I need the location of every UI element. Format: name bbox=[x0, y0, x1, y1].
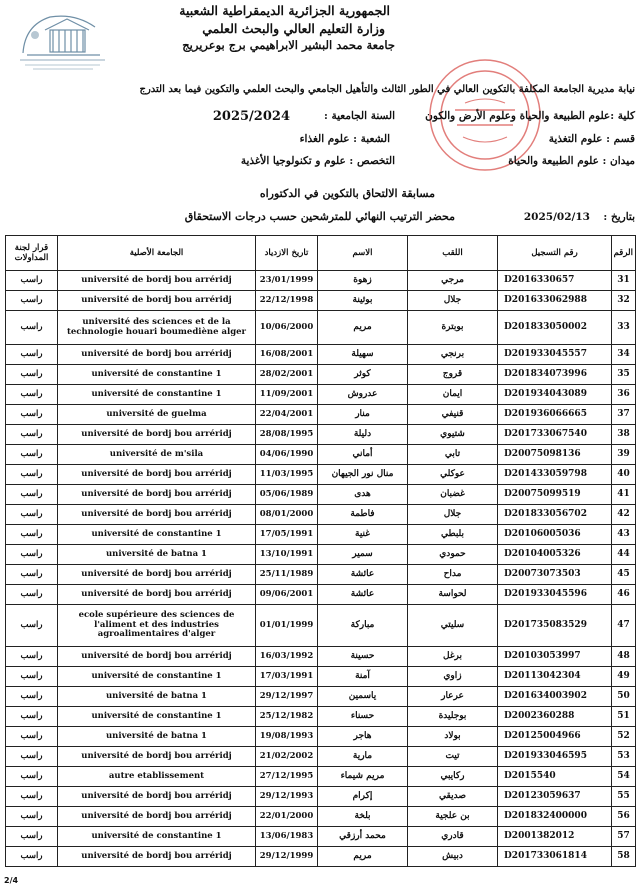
faculty-line: كلية :علوم الطبيعة والحياة وعلوم الأرض والكون bbox=[425, 110, 635, 122]
ranking-table-wrapper bbox=[5, 235, 635, 867]
cell-birth: 22/04/2001 bbox=[256, 405, 318, 425]
table-row bbox=[6, 585, 636, 605]
department-line: قسم : علوم التغذية bbox=[548, 133, 635, 145]
cell-n: 49 bbox=[612, 667, 636, 687]
cell-n: 39 bbox=[612, 445, 636, 465]
cell-dec: راسب bbox=[6, 585, 58, 605]
cell-dec: راسب bbox=[6, 465, 58, 485]
cell-reg: D201634003902 bbox=[498, 687, 612, 707]
year-value: 2025/2024 bbox=[212, 109, 290, 124]
page-number: 2/4 bbox=[4, 876, 19, 885]
cell-reg: D2015540 bbox=[498, 767, 612, 787]
cell-reg: D201933045557 bbox=[498, 345, 612, 365]
cell-dec: راسب bbox=[6, 605, 58, 647]
specialty-line: التخصص : علوم و تكنولوجيا الأغذية bbox=[240, 155, 395, 167]
col-num-header: الرقم bbox=[612, 236, 636, 271]
cell-surname: مرجي bbox=[408, 271, 498, 291]
cell-dec: راسب bbox=[6, 807, 58, 827]
cell-birth: 29/12/1997 bbox=[256, 687, 318, 707]
cell-dec: راسب bbox=[6, 311, 58, 345]
cell-uni: université de constantine 1 bbox=[58, 365, 256, 385]
cell-reg: D201733061814 bbox=[498, 847, 612, 867]
cell-surname: بلبطي bbox=[408, 525, 498, 545]
cell-birth: 19/08/1993 bbox=[256, 727, 318, 747]
cell-reg: D20125004966 bbox=[498, 727, 612, 747]
cell-reg: D20103053997 bbox=[498, 647, 612, 667]
cell-dec: راسب bbox=[6, 565, 58, 585]
table-header-row bbox=[6, 236, 636, 271]
cell-reg: D20075098136 bbox=[498, 445, 612, 465]
date-value: 2025/02/13 bbox=[523, 211, 590, 223]
cell-name: إكرام bbox=[318, 787, 408, 807]
cell-n: 41 bbox=[612, 485, 636, 505]
cell-dec: راسب bbox=[6, 485, 58, 505]
cell-name: آمنة bbox=[318, 667, 408, 687]
cell-birth: 22/01/2000 bbox=[256, 807, 318, 827]
cell-reg: D201933046595 bbox=[498, 747, 612, 767]
cell-dec: راسب bbox=[6, 727, 58, 747]
cell-n: 36 bbox=[612, 385, 636, 405]
report-title: محضر الترتيب النهائي للمترشحين حسب درجات الاستحقاق bbox=[184, 210, 455, 223]
cell-surname: بوبترة bbox=[408, 311, 498, 345]
cell-surname: عوكلي bbox=[408, 465, 498, 485]
cell-name: دليلة bbox=[318, 425, 408, 445]
cell-birth: 25/11/1989 bbox=[256, 565, 318, 585]
university-logo-icon bbox=[5, 5, 115, 80]
cell-uni: université de batna 1 bbox=[58, 727, 256, 747]
col-uni-header: الجامعة الأصلية bbox=[58, 236, 256, 271]
cell-name: بوثينة bbox=[318, 291, 408, 311]
cell-birth: 23/01/1999 bbox=[256, 271, 318, 291]
cell-n: 35 bbox=[612, 365, 636, 385]
cell-name: بلخة bbox=[318, 807, 408, 827]
cell-uni: université de bordj bou arréridj bbox=[58, 505, 256, 525]
cell-dec: راسب bbox=[6, 345, 58, 365]
cell-surname: غضبان bbox=[408, 485, 498, 505]
cell-uni: université de constantine 1 bbox=[58, 707, 256, 727]
cell-birth: 22/12/1998 bbox=[256, 291, 318, 311]
table-row bbox=[6, 545, 636, 565]
cell-dec: راسب bbox=[6, 385, 58, 405]
cell-uni: université de bordj bou arréridj bbox=[58, 291, 256, 311]
cell-n: 31 bbox=[612, 271, 636, 291]
cell-dec: راسب bbox=[6, 647, 58, 667]
cell-surname: قادري bbox=[408, 827, 498, 847]
cell-birth: 09/06/2001 bbox=[256, 585, 318, 605]
cell-surname: مداح bbox=[408, 565, 498, 585]
cell-name: منار bbox=[318, 405, 408, 425]
cell-reg: D20113042304 bbox=[498, 667, 612, 687]
cell-uni: université de batna 1 bbox=[58, 545, 256, 565]
cell-surname: بوجليدة bbox=[408, 707, 498, 727]
cell-n: 54 bbox=[612, 767, 636, 787]
cell-uni: université de constantine 1 bbox=[58, 525, 256, 545]
cell-dec: راسب bbox=[6, 425, 58, 445]
cell-surname: قروج bbox=[408, 365, 498, 385]
cell-n: 57 bbox=[612, 827, 636, 847]
cell-birth: 28/02/2001 bbox=[256, 365, 318, 385]
cell-uni: université de bordj bou arréridj bbox=[58, 565, 256, 585]
cell-name: مريم bbox=[318, 311, 408, 345]
cell-surname: برغل bbox=[408, 647, 498, 667]
table-row bbox=[6, 565, 636, 585]
table-row bbox=[6, 827, 636, 847]
cell-uni: ecole supérieure des sciences de l'aliment et des industries agroalimentaires d'alger bbox=[58, 605, 256, 647]
cell-name: سهيلة bbox=[318, 345, 408, 365]
cell-dec: راسب bbox=[6, 291, 58, 311]
cell-dec: راسب bbox=[6, 445, 58, 465]
cell-dec: راسب bbox=[6, 545, 58, 565]
branch-line: الشعبة : علوم الغذاء bbox=[299, 133, 390, 145]
cell-uni: université de bordj bou arréridj bbox=[58, 345, 256, 365]
ministry-title: وزارة التعليم العالي والبحث العلمي bbox=[202, 21, 385, 36]
cell-uni: université de bordj bou arréridj bbox=[58, 425, 256, 445]
cell-n: 32 bbox=[612, 291, 636, 311]
table-row bbox=[6, 767, 636, 787]
cell-reg: D20123059637 bbox=[498, 787, 612, 807]
cell-birth: 08/01/2000 bbox=[256, 505, 318, 525]
cell-uni: université de constantine 1 bbox=[58, 827, 256, 847]
cell-name: زهوة bbox=[318, 271, 408, 291]
table-row bbox=[6, 727, 636, 747]
cell-birth: 10/06/2000 bbox=[256, 311, 318, 345]
cell-reg: D201833056702 bbox=[498, 505, 612, 525]
cell-birth: 25/12/1982 bbox=[256, 707, 318, 727]
cell-birth: 28/08/1995 bbox=[256, 425, 318, 445]
competition-title: مسابقة الالتحاق بالتكوين في الدكتوراه bbox=[259, 187, 435, 200]
cell-birth: 29/12/1999 bbox=[256, 847, 318, 867]
cell-uni: université de m'sila bbox=[58, 445, 256, 465]
cell-reg: D20106005036 bbox=[498, 525, 612, 545]
cell-n: 42 bbox=[612, 505, 636, 525]
directorate-title: نيابة مديرية الجامعة المكلفة بالتكوين العالي في الطور الثالث والتأهيل الجامعي والبحث العلمي والتكوين فيما بعد التدرج bbox=[139, 84, 635, 95]
table-row bbox=[6, 687, 636, 707]
cell-name: فاطمة bbox=[318, 505, 408, 525]
cell-surname: صديقي bbox=[408, 787, 498, 807]
cell-surname: برنجي bbox=[408, 345, 498, 365]
cell-birth: 05/06/1989 bbox=[256, 485, 318, 505]
cell-uni: université de bordj bou arréridj bbox=[58, 747, 256, 767]
table-row bbox=[6, 271, 636, 291]
cell-surname: زاوي bbox=[408, 667, 498, 687]
cell-uni: université des sciences et de la technologie houari boumediène alger bbox=[58, 311, 256, 345]
cell-reg: D20104005326 bbox=[498, 545, 612, 565]
cell-n: 48 bbox=[612, 647, 636, 667]
cell-birth: 17/05/1991 bbox=[256, 525, 318, 545]
cell-birth: 16/03/1992 bbox=[256, 647, 318, 667]
cell-n: 58 bbox=[612, 847, 636, 867]
cell-uni: université de bordj bou arréridj bbox=[58, 807, 256, 827]
table-row bbox=[6, 385, 636, 405]
cell-n: 51 bbox=[612, 707, 636, 727]
cell-uni: université de bordj bou arréridj bbox=[58, 585, 256, 605]
cell-name: عائشة bbox=[318, 565, 408, 585]
cell-birth: 29/12/1993 bbox=[256, 787, 318, 807]
cell-name: سمير bbox=[318, 545, 408, 565]
cell-name: كوثر bbox=[318, 365, 408, 385]
cell-name: حسناء bbox=[318, 707, 408, 727]
table-row bbox=[6, 787, 636, 807]
cell-reg: D201733067540 bbox=[498, 425, 612, 445]
table-body bbox=[6, 271, 636, 867]
cell-birth: 13/10/1991 bbox=[256, 545, 318, 565]
cell-uni: autre etablissement bbox=[58, 767, 256, 787]
cell-n: 33 bbox=[612, 311, 636, 345]
table-row bbox=[6, 485, 636, 505]
cell-birth: 01/01/1999 bbox=[256, 605, 318, 647]
cell-name: أماني bbox=[318, 445, 408, 465]
cell-uni: université de constantine 1 bbox=[58, 667, 256, 687]
cell-surname: دبيش bbox=[408, 847, 498, 867]
cell-reg: D201834073996 bbox=[498, 365, 612, 385]
cell-reg: D201936066665 bbox=[498, 405, 612, 425]
col-birth-header: تاريخ الازدياد bbox=[256, 236, 318, 271]
table-row bbox=[6, 847, 636, 867]
domain-line: ميدان : علوم الطبيعة والحياة bbox=[508, 155, 635, 167]
cell-birth: 21/02/2002 bbox=[256, 747, 318, 767]
cell-reg: D201633062988 bbox=[498, 291, 612, 311]
table-row bbox=[6, 291, 636, 311]
ranking-table bbox=[5, 235, 636, 867]
cell-uni: université de guelma bbox=[58, 405, 256, 425]
cell-surname: بولاد bbox=[408, 727, 498, 747]
cell-birth: 17/03/1991 bbox=[256, 667, 318, 687]
table-row bbox=[6, 425, 636, 445]
cell-surname: عرعار bbox=[408, 687, 498, 707]
cell-n: 44 bbox=[612, 545, 636, 565]
table-row bbox=[6, 707, 636, 727]
cell-name: عائشة bbox=[318, 585, 408, 605]
cell-uni: université de bordj bou arréridj bbox=[58, 647, 256, 667]
cell-dec: راسب bbox=[6, 747, 58, 767]
table-row bbox=[6, 345, 636, 365]
cell-dec: راسب bbox=[6, 687, 58, 707]
cell-dec: راسب bbox=[6, 707, 58, 727]
cell-surname: قنيفي bbox=[408, 405, 498, 425]
cell-surname: سليتي bbox=[408, 605, 498, 647]
cell-birth: 13/06/1983 bbox=[256, 827, 318, 847]
cell-dec: راسب bbox=[6, 827, 58, 847]
cell-surname: بن علجية bbox=[408, 807, 498, 827]
cell-surname: تيت bbox=[408, 747, 498, 767]
cell-uni: université de bordj bou arréridj bbox=[58, 787, 256, 807]
cell-reg: D201934043089 bbox=[498, 385, 612, 405]
cell-name: مارية bbox=[318, 747, 408, 767]
cell-reg: D201933045596 bbox=[498, 585, 612, 605]
university-title: جامعة محمد البشير الابراهيمي برج بوعريريج bbox=[182, 38, 395, 52]
cell-n: 52 bbox=[612, 727, 636, 747]
cell-dec: راسب bbox=[6, 787, 58, 807]
cell-birth: 16/08/2001 bbox=[256, 345, 318, 365]
cell-reg: D2016330657 bbox=[498, 271, 612, 291]
cell-name: مباركة bbox=[318, 605, 408, 647]
cell-n: 47 bbox=[612, 605, 636, 647]
cell-n: 45 bbox=[612, 565, 636, 585]
table-row bbox=[6, 465, 636, 485]
cell-uni: université de batna 1 bbox=[58, 687, 256, 707]
cell-dec: راسب bbox=[6, 365, 58, 385]
table-row bbox=[6, 525, 636, 545]
cell-n: 37 bbox=[612, 405, 636, 425]
cell-uni: université de constantine 1 bbox=[58, 385, 256, 405]
cell-name: هاجر bbox=[318, 727, 408, 747]
cell-reg: D201735083529 bbox=[498, 605, 612, 647]
cell-birth: 11/09/2001 bbox=[256, 385, 318, 405]
cell-n: 38 bbox=[612, 425, 636, 445]
cell-reg: D2002360288 bbox=[498, 707, 612, 727]
col-surname-header: اللقب bbox=[408, 236, 498, 271]
cell-uni: université de bordj bou arréridj bbox=[58, 485, 256, 505]
cell-surname: شتيوي bbox=[408, 425, 498, 445]
table-row bbox=[6, 747, 636, 767]
col-decision-header: قرار لجنة المداولات bbox=[6, 236, 58, 271]
cell-dec: راسب bbox=[6, 525, 58, 545]
cell-dec: راسب bbox=[6, 271, 58, 291]
cell-surname: ايمان bbox=[408, 385, 498, 405]
cell-birth: 04/06/1990 bbox=[256, 445, 318, 465]
col-name-header: الاسم bbox=[318, 236, 408, 271]
cell-surname: جلال bbox=[408, 291, 498, 311]
cell-reg: D20075099519 bbox=[498, 485, 612, 505]
cell-surname: لحواسة bbox=[408, 585, 498, 605]
cell-n: 55 bbox=[612, 787, 636, 807]
date-label: بتاريخ : bbox=[603, 211, 635, 223]
cell-reg: D201833050002 bbox=[498, 311, 612, 345]
table-row bbox=[6, 605, 636, 647]
cell-dec: راسب bbox=[6, 667, 58, 687]
table-row bbox=[6, 405, 636, 425]
cell-dec: راسب bbox=[6, 405, 58, 425]
year-label: السنة الجامعية : bbox=[323, 110, 395, 122]
cell-name: هدى bbox=[318, 485, 408, 505]
cell-reg: D201832400000 bbox=[498, 807, 612, 827]
table-row bbox=[6, 311, 636, 345]
cell-birth: 11/03/1995 bbox=[256, 465, 318, 485]
cell-dec: راسب bbox=[6, 767, 58, 787]
table-row bbox=[6, 647, 636, 667]
col-reg-header: رقم التسجيل bbox=[498, 236, 612, 271]
table-row bbox=[6, 445, 636, 465]
cell-uni: université de bordj bou arréridj bbox=[58, 271, 256, 291]
cell-reg: D20073073503 bbox=[498, 565, 612, 585]
cell-name: عدروش bbox=[318, 385, 408, 405]
cell-name: مريم bbox=[318, 847, 408, 867]
table-row bbox=[6, 365, 636, 385]
cell-surname: تابي bbox=[408, 445, 498, 465]
cell-n: 40 bbox=[612, 465, 636, 485]
cell-surname: ركايبي bbox=[408, 767, 498, 787]
cell-reg: D201433059798 bbox=[498, 465, 612, 485]
cell-n: 46 bbox=[612, 585, 636, 605]
republic-title: الجمهورية الجزائرية الديمقراطية الشعبية bbox=[179, 3, 390, 18]
cell-uni: université de bordj bou arréridj bbox=[58, 465, 256, 485]
cell-n: 56 bbox=[612, 807, 636, 827]
cell-dec: راسب bbox=[6, 847, 58, 867]
cell-surname: جلال bbox=[408, 505, 498, 525]
cell-name: غنية bbox=[318, 525, 408, 545]
cell-n: 53 bbox=[612, 747, 636, 767]
cell-reg: D2001382012 bbox=[498, 827, 612, 847]
cell-n: 34 bbox=[612, 345, 636, 365]
table-row bbox=[6, 807, 636, 827]
table-row bbox=[6, 667, 636, 687]
cell-name: ياسمين bbox=[318, 687, 408, 707]
cell-n: 43 bbox=[612, 525, 636, 545]
cell-surname: حمودي bbox=[408, 545, 498, 565]
cell-dec: راسب bbox=[6, 505, 58, 525]
cell-uni: université de bordj bou arréridj bbox=[58, 847, 256, 867]
cell-n: 50 bbox=[612, 687, 636, 707]
cell-birth: 27/12/1995 bbox=[256, 767, 318, 787]
cell-name: حسينة bbox=[318, 647, 408, 667]
cell-name: مريم شيماء bbox=[318, 767, 408, 787]
cell-name: محمد أرزقي bbox=[318, 827, 408, 847]
cell-name: منال نور الجيهان bbox=[318, 465, 408, 485]
table-row bbox=[6, 505, 636, 525]
